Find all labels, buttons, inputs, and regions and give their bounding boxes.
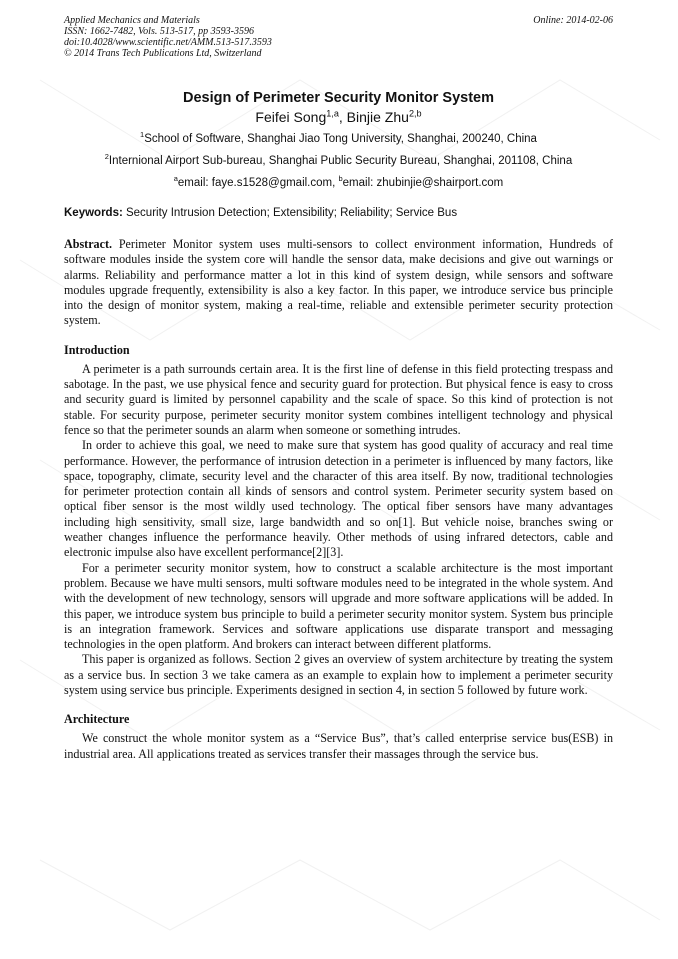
email-line bbox=[64, 174, 613, 190]
doi-line: doi:10.4028/www.scientific.net/AMM.513-517.3593 bbox=[64, 37, 272, 48]
copyright-line: © 2014 Trans Tech Publications Ltd, Switzerland bbox=[64, 48, 262, 59]
affiliation-2 bbox=[64, 152, 613, 168]
issn-line: ISSN: 1662-7482, Vols. 513-517, pp 3593-3596 bbox=[64, 26, 254, 37]
intro-paragraph-3: For a perimeter security monitor system, how to construct a scalable architecture is the most important problem. Because we have multi sensors, multi software modules need to be integrated in the whole system. And with the development of new technology, sensors will upgrade and more software applications will be added. In this paper, we introduce system bus principle to build a perimeter security monitor system. System bus principle is an integration framework. Services and software applications use disparate transport and messaging technologies in the open platform. And brokers can interact between different platforms. bbox=[64, 560, 613, 652]
paper-title: Design of Perimeter Security Monitor System bbox=[182, 90, 495, 106]
author-separator: , bbox=[338, 109, 347, 125]
section-heading-architecture: Architecture bbox=[64, 712, 130, 727]
email-a-sup: a bbox=[173, 174, 178, 184]
keywords-line bbox=[64, 206, 613, 220]
abstract-text: Perimeter Monitor system uses multi-sensors to collect environment information, Hundreds of software modules inside the system core will handle the sensor data, make decisions and give out warnings or alarms. Reliability and performance matter a lot in this kind of system design, while sensors and software modules upgrade frequently, extensibility is also a key factor. In this paper, we introduce service bus principle into the design of monitor system, making a real-time, reliable and extensible perimeter security protection system. bbox=[64, 237, 613, 328]
author-2-sup: 2,b bbox=[408, 108, 422, 119]
affiliation-1-text: School of Software, Shanghai Jiao Tong University, Shanghai, 200240, China bbox=[144, 133, 537, 145]
author-1-sup: 1,a bbox=[326, 108, 339, 119]
email-b-sup: b bbox=[338, 174, 343, 184]
affiliation-1-sup: 1 bbox=[140, 130, 145, 140]
section-heading-introduction: Introduction bbox=[64, 342, 130, 357]
intro-paragraph-4: This paper is organized as follows. Section 2 gives an overview of system architecture by treating the system as a service bus. In section 3 we take camera as an example to explain how to implement a perimeter security system using service bus principle. Experiments designed in section 4, in section 5 followed by future work. bbox=[64, 652, 613, 698]
author-2-name: Binjie Zhu bbox=[346, 109, 409, 125]
author-line bbox=[64, 107, 613, 127]
author-1-name: Feifei Song bbox=[255, 109, 327, 125]
keywords-text: Security Intrusion Detection; Extensibility; Reliability; Service Bus bbox=[122, 207, 458, 219]
affiliation-1 bbox=[64, 130, 613, 146]
email-a: email: faye.s1528@gmail.com, bbox=[177, 177, 339, 189]
affiliation-2-text: Internional Airport Sub-bureau, Shanghai Public Security Bureau, Shanghai, 201108, China bbox=[108, 155, 573, 167]
abstract-label: Abstract. bbox=[64, 237, 113, 251]
journal-name: Applied Mechanics and Materials bbox=[64, 15, 200, 26]
architecture-paragraph-1: We construct the whole monitor system as a “Service Bus”, that’s called enterprise service bus(ESB) in industrial area. All applications treated as services transfer their massages through the service bus. bbox=[64, 731, 613, 761]
online-date: Online: 2014-02-06 bbox=[533, 15, 613, 26]
abstract-paragraph bbox=[64, 237, 613, 329]
paper-page bbox=[64, 15, 613, 762]
intro-paragraph-2: In order to achieve this goal, we need to make sure that system has good quality of accuracy and real time performance. However, the performance of intrusion detection in a perimeter is influenced by many factors, like space, topography, climate, security level and the character of this area itself. By now, traditional technologies for perimeter protection contain all kinds of sensors and control system. Perimeter security system based on optical fiber sensor is the most wildly used technology. The optical fiber sensors have many advantages including high sensitivity, small size, large bandwidth and so on[1]. But vehicle noise, branches swing or weather changes influence the performance heavily. Other methods of using infrared detectors, cable and electronic impulse also have excellent performance[2][3]. bbox=[64, 438, 613, 560]
affiliation-2-sup: 2 bbox=[104, 152, 109, 162]
journal-header bbox=[64, 15, 613, 59]
email-b: email: zhubinjie@shairport.com bbox=[342, 177, 504, 189]
keywords-label: Keywords: bbox=[64, 207, 123, 219]
intro-paragraph-1: A perimeter is a path surrounds certain area. It is the first line of defense in this field protecting trespass and sabotage. In the past, we use physical fence and security guard for protection. But physical fence is easy to cross and security guard is limited by personnel capability and the scale of space. So this kind of protection is not stable. For security purpose, perimeter security monitor system combines intelligent technology and physical fence so that the perimeter sounds an alarm when someone or something intrudes. bbox=[64, 361, 613, 437]
